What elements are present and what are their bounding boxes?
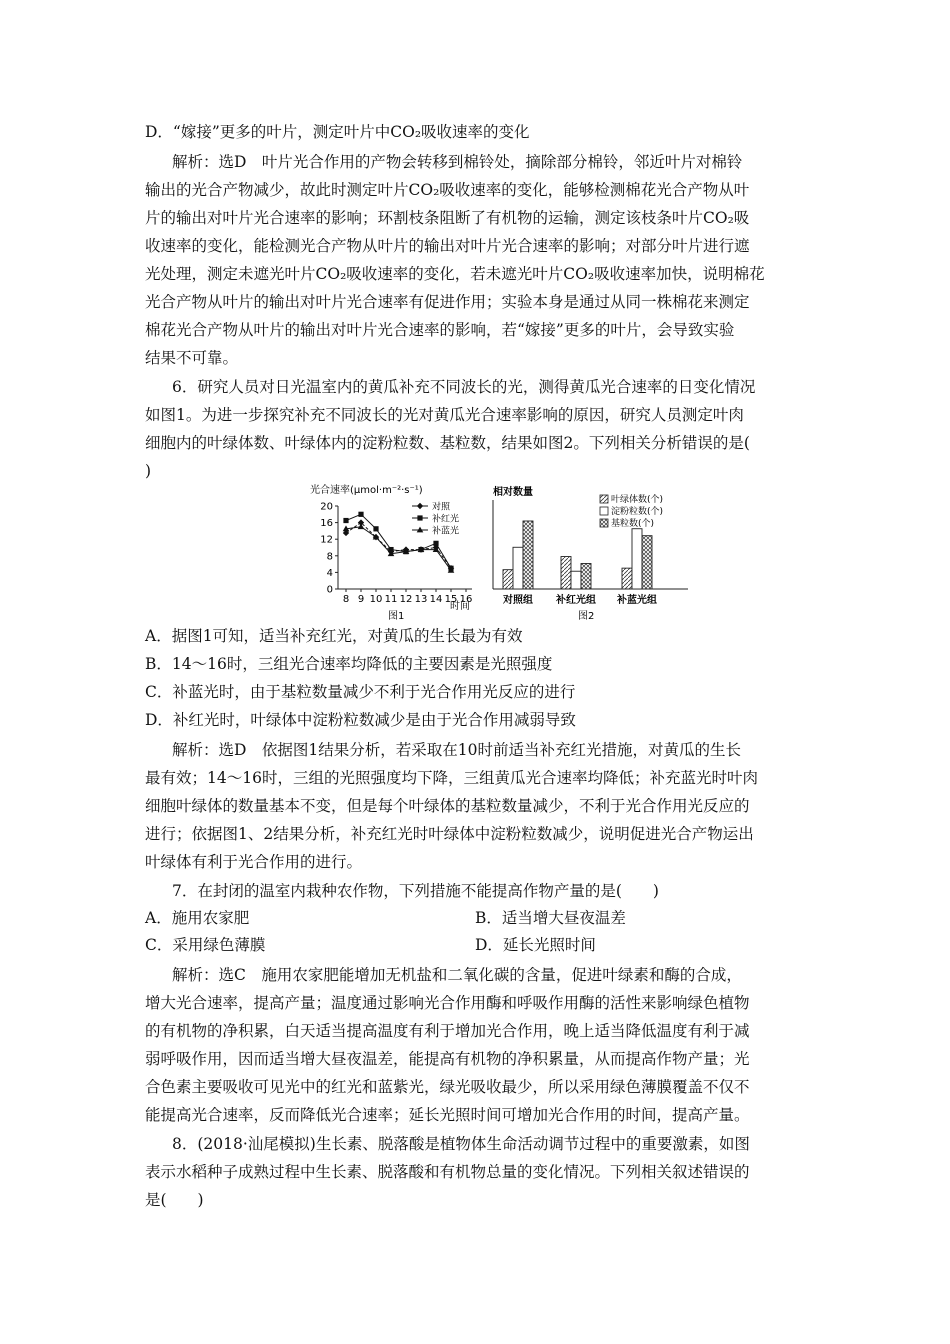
q7-analysis-line: 解析：选C 施用农家肥能增加无机盐和二氧化碳的含量，促进叶绿素和酶的合成， <box>172 966 742 984</box>
figure1-legend-label: 补红光 <box>432 514 460 525</box>
figure1-x-tick-label: 14 <box>429 594 443 605</box>
figure2-bar <box>513 547 523 589</box>
q5-analysis-line: 棉花光合产物从叶片的输出对叶片光合速率的影响，若“嫁接”更多的叶片，会导致实验 <box>145 321 735 339</box>
figure1-y-tick-label: 4 <box>326 567 333 579</box>
figure2-bar <box>561 557 571 589</box>
q5-analysis-line: 输出的光合产物减少，故此时测定叶片CO₂吸收速率的变化，能够检测棉花光合产物从叶 <box>145 181 750 199</box>
figure2-legend-label: 基粒数(个) <box>611 519 655 529</box>
q6-analysis-line: 叶绿体有利于光合作用的进行。 <box>145 853 363 871</box>
q8-stem-line: 表示水稻种子成熟过程中生长素、脱落酸和有机物总量的变化情况。下列相关叙述错误的 <box>145 1163 750 1181</box>
q6-analysis-line: 最有效；14～16时，三组的光照强度均下降，三组黄瓜光合速率均降低；补充蓝光时叶肉 <box>145 769 758 787</box>
figure2-legend-label: 叶绿体数(个) <box>611 495 664 505</box>
figure2-bar <box>523 521 533 589</box>
q7-option-a: A．施用农家肥 <box>145 909 250 927</box>
figure1-x-label: 时间 <box>450 601 470 612</box>
figure2-y-label: 相对数量 <box>493 487 533 498</box>
figure1-line-chart <box>310 483 472 622</box>
figure1-title: 图1 <box>388 611 405 622</box>
figure1-data-point <box>433 541 438 546</box>
q7-analysis-line: 弱呼吸作用，因而适当增大昼夜温差，能提高有机物的净积累量，从而提高作物产量；光 <box>145 1050 750 1068</box>
figure1-x-tick-label: 15 <box>444 594 458 605</box>
figure2-legend-swatch <box>600 507 608 515</box>
q7-option-d: D．延长光照时间 <box>475 936 596 954</box>
figure2-bar <box>503 570 513 589</box>
q7-analysis-line: 的有机物的净积累，白天适当提高温度有利于增加光合作用，晚上适当降低温度有利于减 <box>145 1022 750 1040</box>
q7-stem: 7．在封闭的温室内栽种农作物，下列措施不能提高作物产量的是( ) <box>172 882 659 900</box>
figure1-y-tick-label: 16 <box>320 518 333 530</box>
figure2-bar <box>581 564 591 590</box>
figure1-x-tick-label: 8 <box>342 594 350 605</box>
figure1-data-point <box>343 518 348 523</box>
figure1-x-tick-label: 13 <box>414 594 428 605</box>
q7-option-b: B．适当增大昼夜温差 <box>475 909 626 927</box>
q7-analysis-line: 合色素主要吸收可见光中的红光和蓝紫光，绿光吸收最少，所以采用绿色薄膜覆盖不仅不 <box>145 1078 750 1096</box>
figure2-category-label: 补蓝光组 <box>617 595 657 606</box>
q5-analysis-line: 片的输出对叶片光合速率的影响；环割枝条阻断了有机物的运输，测定该枝条叶片CO₂吸 <box>145 209 750 227</box>
q6-option-b: B．14～16时，三组光合速率均降低的主要因素是光照强度 <box>145 655 553 673</box>
figure2-legend-swatch <box>600 495 608 503</box>
figure1-data-point <box>373 526 378 531</box>
figure2-legend-swatch <box>600 519 608 527</box>
q5-analysis-line: 光处理，测定未遮光叶片CO₂吸收速率的变化，若未遮光叶片CO₂吸收速率加快，说明棉花 <box>145 265 765 283</box>
q6-option-d: D．补红光时，叶绿体中淀粉粒数减少是由于光合作用减弱导致 <box>145 711 576 729</box>
q6-stem-line: 6．研究人员对日光温室内的黄瓜补充不同波长的光，测得黄瓜光合速率的日变化情况 <box>172 378 756 396</box>
figure2-category-label: 对照组 <box>503 595 533 606</box>
figure1-legend-marker <box>417 515 422 520</box>
q6-analysis-line: 进行；依据图1、2结果分析，补充红光时叶绿体中淀粉粒数减少，说明促进光合产物运出 <box>145 825 754 843</box>
q6-analysis-line: 细胞叶绿体的数量基本不变，但是每个叶绿体的基粒数量减少，不利于光合作用光反应的 <box>145 797 750 815</box>
figure1-x-tick-label: 10 <box>369 594 383 605</box>
q6-option-c: C．补蓝光时，由于基粒数量减少不利于光合作用光反应的进行 <box>145 683 576 701</box>
q6-stem-line: 如图1。为进一步探究补充不同波长的光对黄瓜光合速率影响的原因，研究人员测定叶肉 <box>145 406 744 424</box>
figure2-bar <box>632 529 642 589</box>
figure2-bar-chart <box>493 485 688 622</box>
figure1-legend-label: 补蓝光 <box>432 526 460 537</box>
figure2-bar <box>571 571 581 589</box>
figure1-y-tick-label: 0 <box>326 584 333 596</box>
figure1-legend-marker <box>417 503 423 509</box>
figure1-x-tick-label: 11 <box>384 594 398 605</box>
figure1-y-tick-label: 20 <box>320 501 333 513</box>
q8-stem-line: 是( ) <box>145 1191 204 1209</box>
q7-option-c: C．采用绿色薄膜 <box>145 936 266 954</box>
q8-stem-line: 8．(2018·汕尾模拟)生长素、脱落酸是植物体生命活动调节过程中的重要激素，如图 <box>172 1135 750 1153</box>
q5-analysis-line: 光合产物从叶片的输出对叶片光合速率有促进作用；实验本身是通过从同一株棉花来测定 <box>145 293 750 311</box>
figure1-data-point <box>358 512 363 517</box>
figure1-y-label: 光合速率(μmol·m⁻²·s⁻¹) <box>310 485 423 496</box>
figure1-legend-label: 对照 <box>432 502 451 513</box>
q6-option-a: A．据图1可知，适当补充红光，对黄瓜的生长最为有效 <box>145 627 523 645</box>
figure1-x-tick-label: 9 <box>357 594 365 605</box>
q5-analysis-line: 解析：选D 叶片光合作用的产物会转移到棉铃处，摘除部分棉铃，邻近叶片对棉铃 <box>172 153 743 171</box>
q5-analysis-line: 结果不可靠。 <box>145 349 239 367</box>
q7-analysis-line: 增大光合速率，提高产量；温度通过影响光合作用酶和呼吸作用酶的活性来影响绿色植物 <box>145 994 750 1012</box>
q6-stem-line: 细胞内的叶绿体数、叶绿体内的淀粉粒数、基粒数，结果如图2。下列相关分析错误的是( <box>145 434 750 452</box>
q7-analysis-line: 能提高光合速率，反而降低光合速率；延长光照时间可增加光合作用的时间，提高产量。 <box>145 1106 750 1124</box>
figure1-y-tick-label: 12 <box>320 534 333 546</box>
figure2-title: 图2 <box>578 611 595 622</box>
figure1-y-tick-label: 8 <box>326 551 333 563</box>
figure2-bar <box>642 536 652 589</box>
figure2-legend-label: 淀粉粒数(个) <box>611 507 664 517</box>
q6-analysis-line: 解析：选D 依据图1结果分析，若采取在10时前适当补充红光措施，对黄瓜的生长 <box>172 741 742 759</box>
q6-stem-line: ) <box>145 462 152 480</box>
q5-option-d: D．“嫁接”更多的叶片，测定叶片中CO₂吸收速率的变化 <box>145 123 530 141</box>
figure1-x-tick-label: 12 <box>399 594 413 605</box>
figure2-category-label: 补红光组 <box>556 595 596 606</box>
figure1-x-tick-label: 16 <box>459 594 473 605</box>
figure2-bar <box>622 568 632 589</box>
q6-figure <box>300 478 690 628</box>
q5-analysis-line: 收速率的变化，能检测光合产物从叶片的输出对叶片光合速率的影响；对部分叶片进行遮 <box>145 237 750 255</box>
